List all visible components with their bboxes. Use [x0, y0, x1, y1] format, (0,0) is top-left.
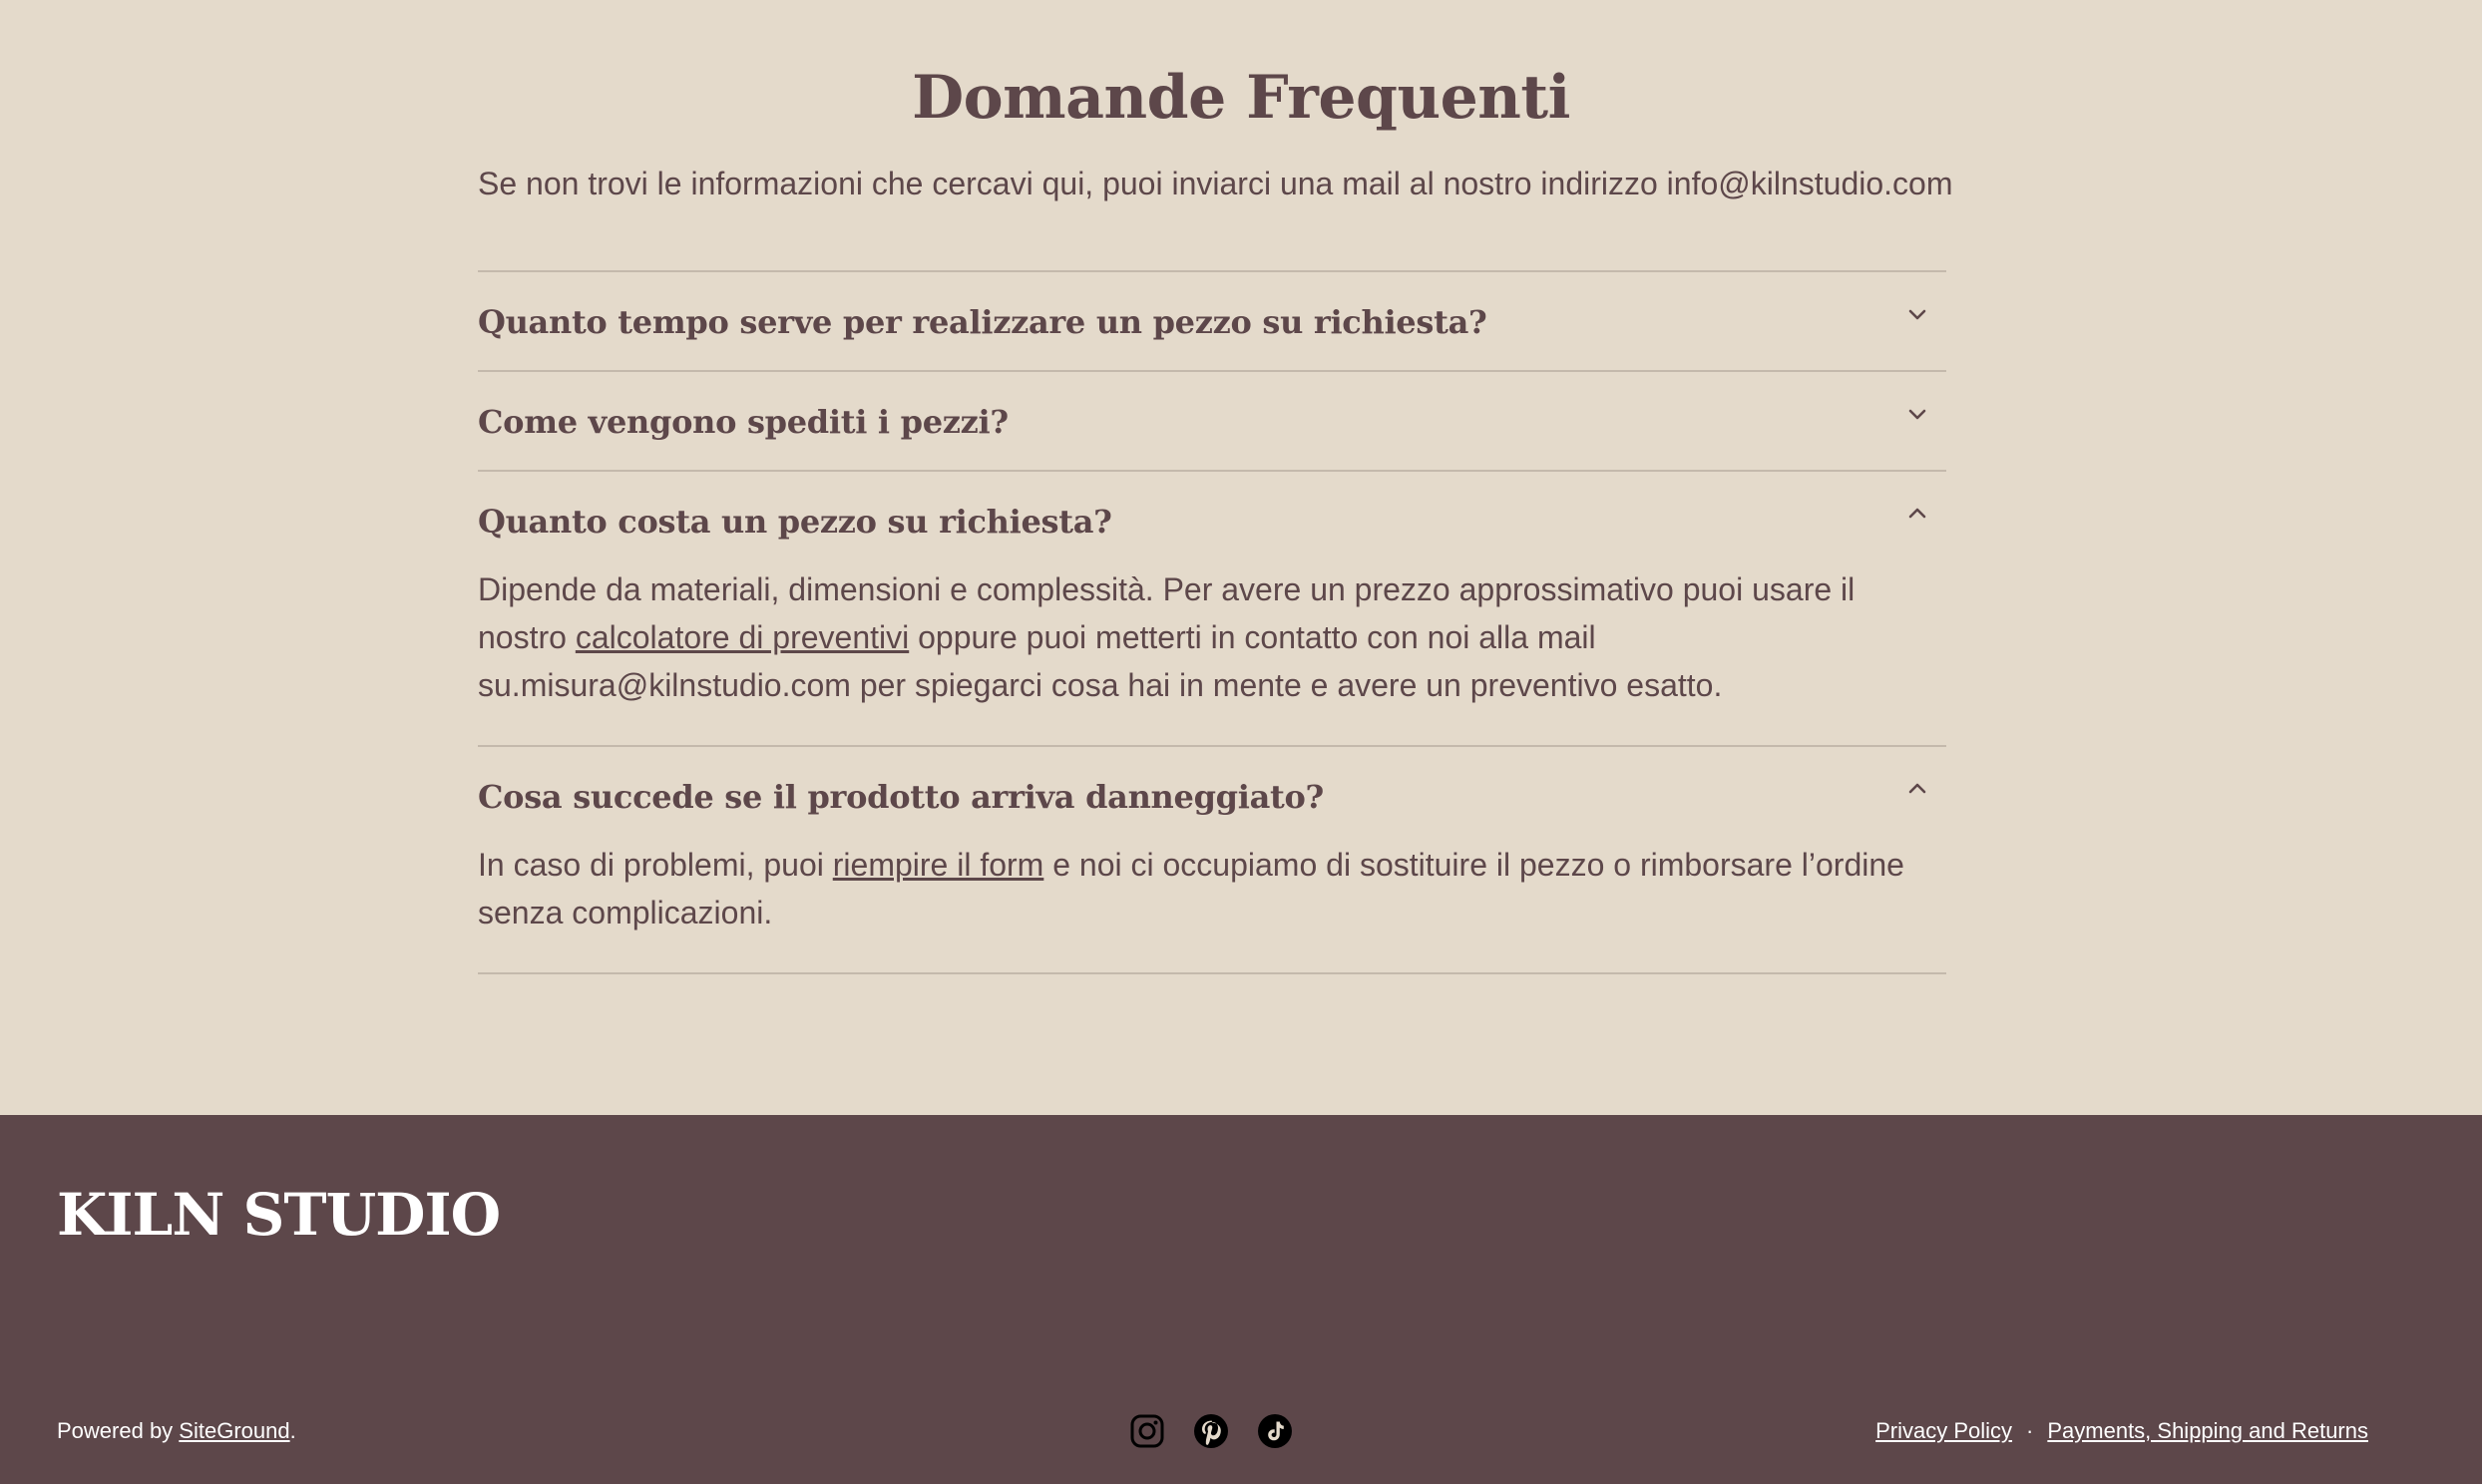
pinterest-link[interactable]: [1193, 1413, 1229, 1449]
instagram-icon: [1129, 1413, 1165, 1449]
faq-question-toggle[interactable]: [478, 372, 1946, 470]
powered-by: [57, 1416, 296, 1446]
tiktok-icon: [1257, 1413, 1293, 1449]
faq-answer-text: In caso di problemi, puoi: [478, 847, 833, 883]
payments-shipping-returns-link[interactable]: Payments, Shipping and Returns: [2047, 1418, 2368, 1443]
faq-answer: [478, 565, 1944, 745]
faq-question: Quanto costa un pezzo su richiesta?: [478, 503, 1112, 541]
faq-intro: Se non trovi le informazioni che cercavi qui, puoi inviarci una mail al nostro indirizzo info@kilnstudio.com: [478, 166, 1953, 201]
faq-answer-text: oppure puoi metterti in contatto con noi alla mail su.misura@kilnstudio.com per spiegarci cosa hai in mente e avere un preventivo esatto.: [478, 619, 1723, 703]
social-links: [1129, 1413, 1293, 1449]
faq-question-toggle[interactable]: [478, 472, 1946, 569]
siteground-link[interactable]: SiteGround: [179, 1418, 290, 1443]
footer-brand-logo[interactable]: KILN STUDIO: [57, 1181, 501, 1249]
chevron-down-icon: [1905, 402, 1929, 426]
quote-calculator-link[interactable]: calcolatore di preventivi: [575, 619, 910, 655]
faq-list: [478, 270, 1946, 974]
faq-answer-text: Dipende da materiali, dimensioni e complessità. Per avere un prezzo approssimativo puoi usare il nostro: [478, 571, 1856, 655]
page-title: Domande Frequenti: [912, 63, 1570, 133]
damage-form-link[interactable]: riempire il form: [832, 847, 1044, 883]
faq-answer: [478, 841, 1944, 972]
faq-item: [478, 745, 1946, 974]
faq-question: Cosa succede se il prodotto arriva danneggiato?: [478, 778, 1324, 816]
faq-question: Come vengono spediti i pezzi?: [478, 403, 1009, 441]
link-separator: ·: [2026, 1418, 2034, 1443]
chevron-down-icon: [1905, 302, 1929, 326]
pinterest-icon: [1193, 1413, 1229, 1449]
powered-by-suffix: .: [289, 1418, 296, 1443]
faq-answer-text: e noi ci occupiamo di sostituire il pezzo o rimborsare l’ordine senza complicazioni.: [478, 847, 1904, 930]
legal-links: [1875, 1416, 2368, 1446]
faq-item: [478, 470, 1946, 745]
tiktok-link[interactable]: [1257, 1413, 1293, 1449]
faq-question-toggle[interactable]: [478, 747, 1946, 845]
instagram-link[interactable]: [1129, 1413, 1165, 1449]
faq-item: [478, 270, 1946, 370]
faq-question: Quanto tempo serve per realizzare un pezzo su richiesta?: [478, 303, 1487, 341]
faq-item: [478, 370, 1946, 470]
powered-by-prefix: Powered by: [57, 1418, 180, 1443]
privacy-policy-link[interactable]: Privacy Policy: [1875, 1418, 2013, 1443]
chevron-up-icon: [1905, 777, 1929, 801]
faq-question-toggle[interactable]: [478, 272, 1946, 370]
chevron-up-icon: [1905, 502, 1929, 526]
